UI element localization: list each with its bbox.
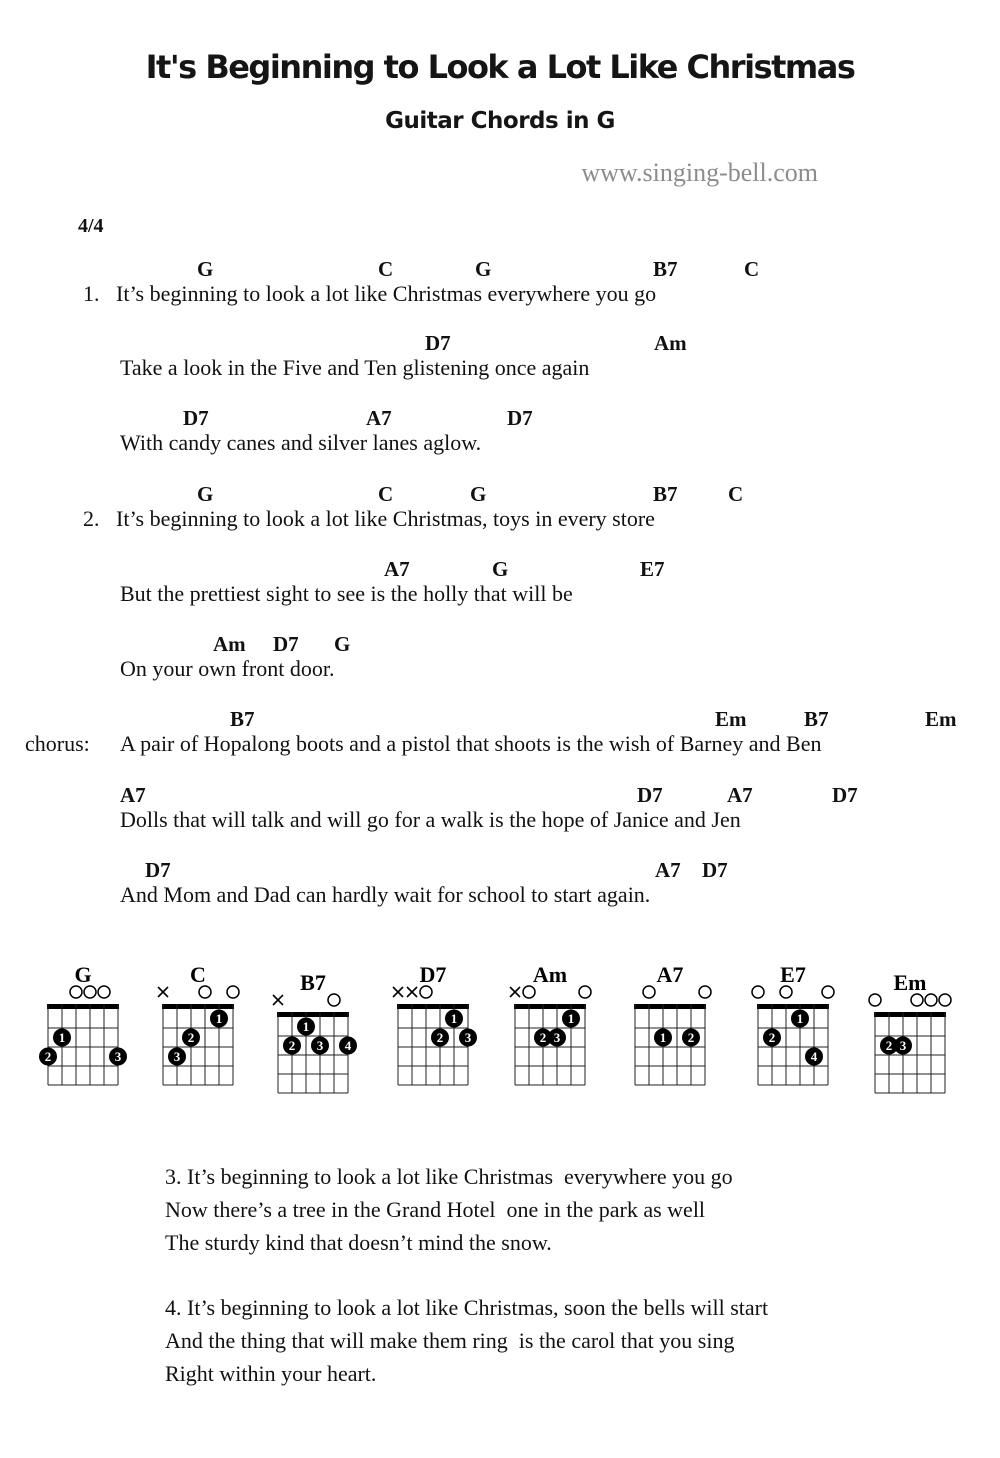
chord-label: D7 — [637, 783, 663, 807]
chord-label: G — [470, 482, 487, 506]
open-string-marker — [98, 986, 110, 998]
svg-text:2: 2 — [885, 1038, 893, 1053]
chord-diagram-Am — [495, 958, 605, 1092]
verse-line: 3. It’s beginning to look a lot like Christmas everywhere you go — [165, 1164, 733, 1189]
nut-bar — [634, 1004, 706, 1009]
chord-label: A7 — [384, 557, 410, 581]
open-string-marker — [869, 994, 881, 1006]
open-string-marker — [643, 986, 655, 998]
chord-diagram-D7 — [378, 958, 488, 1092]
song-line — [0, 406, 1000, 466]
chord-label: B7 — [653, 257, 678, 281]
lyric-line: 2. It’s beginning to look a lot like Christmas, toys in every store — [83, 506, 655, 531]
chord-label: D7 — [145, 858, 171, 882]
chord-diagram-A7 — [615, 958, 725, 1092]
open-string-marker — [939, 994, 951, 1006]
chord-diagram-B7 — [258, 966, 368, 1100]
chord-diagram-name: Em — [893, 970, 927, 995]
svg-text:1: 1 — [659, 1030, 667, 1045]
nut-bar — [277, 1012, 349, 1017]
verse-line: Now there’s a tree in the Grand Hotel one in the park as well — [165, 1197, 706, 1222]
chord-label: D7 — [273, 632, 299, 656]
svg-text:1: 1 — [450, 1011, 458, 1026]
chord-label: D7 — [507, 406, 533, 430]
chord-label: G — [197, 257, 214, 281]
chord-label: C — [378, 482, 394, 506]
open-string-marker — [925, 994, 937, 1006]
chord-diagram-name: B7 — [300, 970, 326, 995]
chord-diagram-name: C — [190, 962, 206, 987]
svg-text:4: 4 — [344, 1038, 352, 1053]
open-string-marker — [227, 986, 239, 998]
lyric-line: With candy canes and silver lanes aglow. — [120, 430, 482, 455]
lyric-line: On your own front door. — [120, 656, 335, 681]
lyric-line: But the prettiest sight to see is the holly that will be — [120, 581, 573, 606]
svg-text:3: 3 — [899, 1038, 907, 1053]
svg-text:3: 3 — [464, 1030, 472, 1045]
chord-label: G — [492, 557, 509, 581]
svg-text:1: 1 — [58, 1030, 66, 1045]
chord-diagram-name: G — [74, 962, 92, 987]
website-credit: www.singing-bell.com — [581, 158, 818, 187]
svg-text:2: 2 — [44, 1049, 52, 1064]
svg-text:3: 3 — [553, 1030, 561, 1045]
chord-diagram-Em — [855, 966, 965, 1100]
nut-bar — [874, 1012, 946, 1017]
open-string-marker — [328, 994, 340, 1006]
svg-text:1: 1 — [567, 1011, 575, 1026]
chord-diagram-name: D7 — [419, 962, 447, 987]
chord-label: A7 — [366, 406, 392, 430]
open-string-marker — [523, 986, 535, 998]
chord-label: G — [197, 482, 214, 506]
chord-label: C — [728, 482, 744, 506]
chord-diagram-E7 — [738, 958, 848, 1092]
chord-label: G — [334, 632, 351, 656]
song-line — [0, 257, 1000, 317]
svg-text:2: 2 — [436, 1030, 444, 1045]
chord-label: A7 — [655, 858, 681, 882]
verse-line: 4. It’s beginning to look a lot like Christmas, soon the bells will start — [165, 1295, 769, 1320]
page-subtitle: Guitar Chords in G — [385, 108, 615, 134]
verse-line: Right within your heart. — [165, 1361, 377, 1386]
chord-diagram-name: Am — [532, 962, 568, 987]
open-string-marker — [780, 986, 792, 998]
song-line — [0, 707, 1000, 767]
time-signature: 4/4 — [78, 215, 104, 237]
open-string-marker — [579, 986, 591, 998]
open-string-marker — [699, 986, 711, 998]
song-line — [0, 482, 1000, 542]
chord-label: D7 — [702, 858, 728, 882]
open-string-marker — [911, 994, 923, 1006]
nut-bar — [514, 1004, 586, 1009]
song-line — [0, 331, 1000, 391]
svg-text:3: 3 — [316, 1038, 324, 1053]
chord-label: D7 — [425, 331, 451, 355]
svg-text:1: 1 — [302, 1019, 310, 1034]
chord-label: Am — [213, 632, 246, 656]
nut-bar — [397, 1004, 469, 1009]
lyric-line: 1. It’s beginning to look a lot like Christmas everywhere you go — [83, 281, 657, 306]
lyric-line: Dolls that will talk and will go for a walk is the hope of Janice and Jen — [120, 807, 741, 832]
svg-text:1: 1 — [796, 1011, 804, 1026]
open-string-marker — [752, 986, 764, 998]
lyric-line: A pair of Hopalong boots and a pistol that shoots is the wish of Barney and Ben — [120, 731, 822, 756]
lyric-line: And Mom and Dad can hardly wait for school to start again. — [120, 882, 651, 907]
open-string-marker — [822, 986, 834, 998]
open-string-marker — [420, 986, 432, 998]
svg-text:2: 2 — [288, 1038, 296, 1053]
nut-bar — [47, 1004, 119, 1009]
chord-label: B7 — [230, 707, 255, 731]
chord-diagram-name: A7 — [656, 962, 684, 987]
nut-bar — [162, 1004, 234, 1009]
svg-text:4: 4 — [810, 1049, 818, 1064]
verse-line: And the thing that will make them ring is the carol that you sing — [165, 1328, 735, 1353]
verse-3 — [165, 1160, 733, 1259]
chord-diagram-name: E7 — [780, 962, 806, 987]
chord-label: C — [744, 257, 760, 281]
song-line — [0, 858, 1000, 918]
chord-diagram-G — [28, 958, 138, 1092]
svg-text:3: 3 — [114, 1049, 122, 1064]
open-string-marker — [199, 986, 211, 998]
open-string-marker — [70, 986, 82, 998]
chord-diagram-C — [143, 958, 253, 1092]
song-line — [0, 557, 1000, 617]
chord-label: D7 — [183, 406, 209, 430]
page-title: It's Beginning to Look a Lot Like Christmas — [145, 48, 855, 86]
svg-text:2: 2 — [539, 1030, 547, 1045]
chord-label: Em — [715, 707, 747, 731]
nut-bar — [757, 1004, 829, 1009]
chord-label: A7 — [727, 783, 753, 807]
song-line — [0, 783, 1000, 843]
svg-text:3: 3 — [173, 1049, 181, 1064]
verse-4 — [165, 1291, 768, 1390]
chord-label: D7 — [832, 783, 858, 807]
lyric-line: Take a look in the Five and Ten glistening once again — [120, 355, 590, 380]
svg-text:2: 2 — [187, 1030, 195, 1045]
open-string-marker — [84, 986, 96, 998]
chord-label: C — [378, 257, 394, 281]
chord-label: E7 — [640, 557, 665, 581]
chord-label: Am — [654, 331, 687, 355]
song-line — [0, 632, 1000, 692]
chord-label: A7 — [120, 783, 146, 807]
verse-line: The sturdy kind that doesn’t mind the snow. — [165, 1230, 552, 1255]
chord-label: B7 — [804, 707, 829, 731]
chord-label: Em — [925, 707, 957, 731]
svg-text:2: 2 — [768, 1030, 776, 1045]
chord-diagrams-row — [0, 958, 1000, 1098]
chord-label: G — [475, 257, 492, 281]
chord-label: B7 — [653, 482, 678, 506]
svg-text:1: 1 — [215, 1011, 223, 1026]
svg-text:2: 2 — [687, 1030, 695, 1045]
chorus-label: chorus: — [25, 731, 90, 756]
